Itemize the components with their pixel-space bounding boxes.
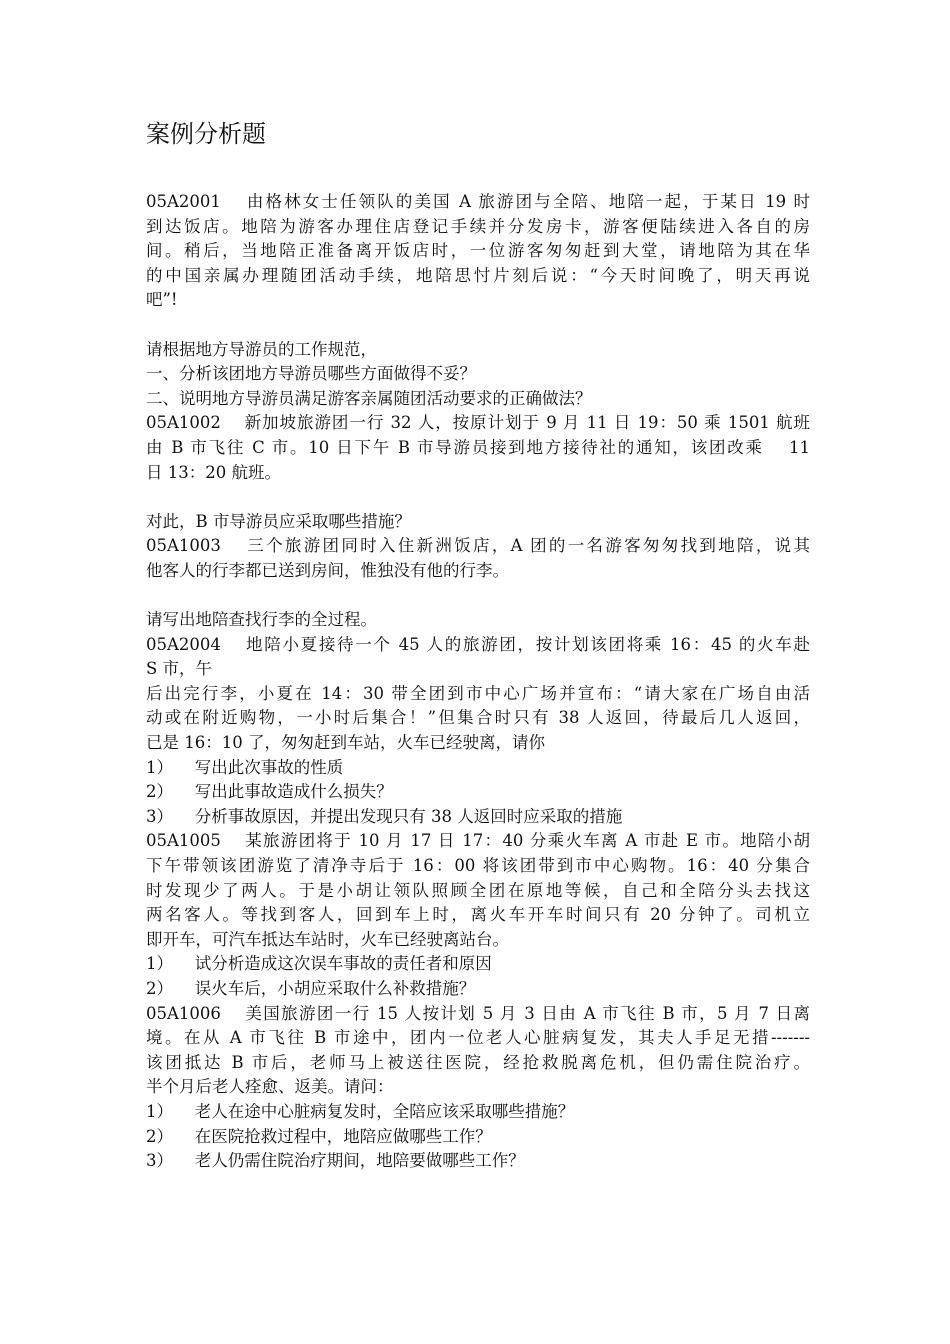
text-line: 2） 误火车后，小胡应采取什么补救措施？ (146, 979, 476, 998)
page-title: 案例分析题 (146, 120, 266, 148)
text-line: 的中国亲属办理随团活动手续，地陪思忖片刻后说：“今天时间晚了，明天再说 (146, 265, 810, 285)
text-line: 对此，B 市导游员应采取哪些措施？ (146, 511, 411, 531)
text-line: 吧”! (146, 290, 178, 310)
text-line: 动或在附近购物，一小时后集合！”但集合时只有 38 人返回，待最后几人返回， (146, 708, 810, 728)
text-line: 一、分析该团地方导游员哪些方面做得不妥？ (146, 364, 476, 384)
text-line: 05A2004 地陪小夏接待一个 45 人的旅游团，按计划该团将乘 16：45 的火车赴 (146, 634, 810, 654)
blank-line (146, 485, 810, 510)
text-line: S 市，午 (146, 659, 213, 679)
text-line: 由 B 市飞往 C 市。10 日下午 B 市导游员接到地方接待社的通知，该团改乘 11 (146, 437, 810, 457)
text-line: 05A1006 美国旅游团一行 15 人按计划 5 月 3 日由 A 市飞往 B 市，5 月 7 日离 (146, 1003, 810, 1023)
text-line: 境。在从 A 市飞往 B 市途中，团内一位老人心脏病复发，其夫人手足无措------- (146, 1028, 810, 1048)
text-line: 日 13：20 航班。 (146, 462, 281, 482)
text-line: 3） 老人仍需住院治疗期间，地陪要做哪些工作？ (146, 1151, 525, 1171)
text-line: 3） 分析事故原因，并提出发现只有 38 人返回时应采取的措施 (146, 806, 623, 826)
text-line: 1） 试分析造成这次误车事故的责任者和原因 (146, 954, 492, 974)
text-line: 已是 16：10 了，匆匆赶到车站，火车已经驶离，请你 (146, 733, 545, 753)
text-line: 2） 在医院抢救过程中，地陪应做哪些工作？ (146, 1126, 492, 1146)
text-line: 二、说明地方导游员满足游客亲属随团活动要求的正确做法？ (146, 388, 592, 408)
text-line: 请写出地陪查找行李的全过程。 (146, 610, 377, 630)
text-line: 后出完行李，小夏在 14：30 带全团到市中心广场并宣布：“请大家在广场自由活 (146, 683, 810, 703)
text-line: 半个月后老人痊愈、返美。请问： (146, 1077, 394, 1097)
text-line: 05A1003 三个旅游团同时入住新洲饭店，A 团的一名游客匆匆找到地陪，说其 (146, 536, 810, 556)
text-line: 05A1002 新加坡旅游团一行 32 人，按原计划于 9 月 11 日 19：50 乘 1501 航班 (146, 413, 810, 433)
text-line: 1） 老人在途中心脏病复发时，全陪应该采取哪些措施？ (146, 1101, 575, 1121)
blank-line (146, 313, 810, 338)
document-page (146, 112, 810, 1174)
text-line: 1） 写出此次事故的性质 (146, 757, 344, 777)
text-line: 该团抵达 B 市后，老师马上被送往医院，经抢救脱离危机，但仍需住院治疗。 (146, 1052, 810, 1072)
text-line: 05A2001 由格林女士任领队的美国 A 旅游团与全陪、地陪一起，于某日 19 时 (146, 192, 810, 211)
text-line: 两名客人。等找到客人，回到车上时，离火车开车时间只有 20 分钟了。司机立 (146, 905, 810, 925)
text-line: 他客人的行李都已送到房间，惟独没有他的行李。 (146, 560, 509, 580)
text-line: 间。稍后，当地陪正准备离开饭店时，一位游客匆匆赶到大堂，请地陪为其在华 (146, 241, 810, 261)
text-line: 2） 写出此事故造成什么损失？ (146, 782, 393, 802)
blank-line (146, 584, 810, 609)
text-line: 下午带领该团游览了清净寺后于 16：00 将该团带到市中心购物。16：40 分集合 (146, 856, 810, 876)
text-line: 即开车，可汽车抵达车站时，火车已经驶离站台。 (146, 929, 509, 949)
text-line: 时发现少了两人。于是小胡让领队照顾全团在原地等候，自己和全陪分头去找这 (146, 880, 810, 900)
text-line: 请根据地方导游员的工作规范， (146, 339, 377, 359)
text-line: 05A1005 某旅游团将于 10 月 17 日 17：40 分乘火车离 A 市赴 E 市。地陪小胡 (146, 831, 810, 851)
text-line: 到达饭店。地陪为游客办理住店登记手续并分发房卡，游客便陆续进入各自的房 (146, 216, 810, 236)
document-body (146, 190, 810, 1174)
